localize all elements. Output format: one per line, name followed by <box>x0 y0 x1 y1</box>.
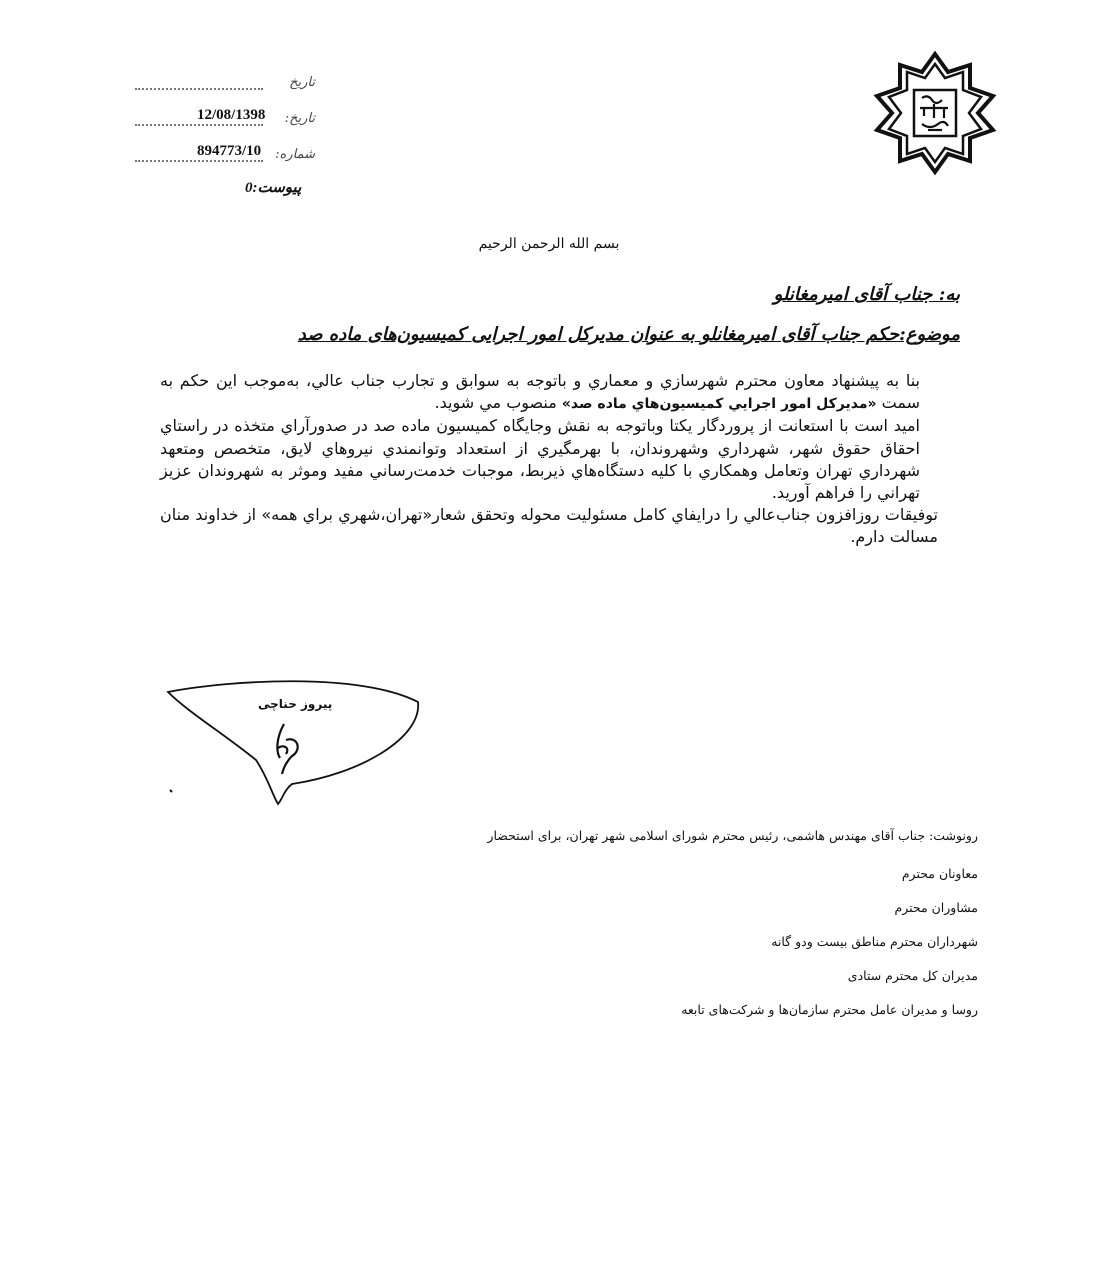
subject-line: موضوع:حکم جناب آقای امیرمغانلو به عنوان مدیرکل امور اجرایی کمیسیون‌های ماده صد <box>297 324 960 345</box>
municipality-logo-icon <box>872 50 998 176</box>
date-label: تاریخ: <box>284 111 315 126</box>
paragraph-3: توفیقات روزافزون جناب‌عالي را درایفاي کامل مسئولیت محوله وتحقق شعار«تهران،شهري براي همه» از خداوند منان مسالت دارم. <box>160 505 938 547</box>
dotted-line <box>135 88 263 90</box>
cc-line: مشاوران محترم <box>894 900 978 915</box>
recipient-line: به: جناب آقای امیرمغانلو <box>773 284 960 305</box>
number-row <box>135 142 315 164</box>
letter-body <box>160 370 938 549</box>
dotted-line <box>135 160 263 162</box>
cc-line: شهرداران محترم مناطق بیست ودو گانه <box>771 934 978 949</box>
bismillah: بسم الله الرحمن الرحیم <box>478 236 620 252</box>
paragraph-1 <box>160 370 938 415</box>
number-value: 894773/10 <box>197 143 262 159</box>
cc-line: روسا و مدیران عامل محترم سازمان‌ها و شرکت‌های تابعه <box>681 1002 978 1017</box>
number-label: شماره: <box>275 147 315 162</box>
p1-position-title: «مدیرکل امور اجرایي کمیسیون‌هاي ماده صد» <box>561 396 877 413</box>
tarikh-label: تاریخ <box>289 75 315 90</box>
cc-line: رونوشت: جناب آقای مهندس هاشمی، رئیس محترم شورای اسلامی شهر تهران، برای استحضار <box>487 828 978 843</box>
cc-line: مدیران کل محترم ستادی <box>847 968 978 983</box>
p1-text-a: بنا به پیشنهاد معاون محترم شهرسازي و معماري و باتوجه به سوابق و تجارب جناب عالي، به‌موجب این حکم به سمت <box>160 371 920 413</box>
tarikh-row <box>135 70 315 92</box>
dotted-line <box>135 124 263 126</box>
cc-line: معاونان محترم <box>901 866 978 881</box>
date-row <box>135 106 315 128</box>
p1-text-b: منصوب مي شوید. <box>434 393 562 413</box>
paragraph-2: امید است با استعانت از پروردگار یکتا وباتوجه به نقش وجایگاه کمیسیون ماده صد در صدورآراي متخذه در راستاي احقاق حقوق شهر، شهرداري وشهروندان، با بهرمگیري از استعداد وتوانمندي نیروهاي لایق، متخصص ومتعهد شهرداري تهران وتعامل وهمکاري با کلیه دستگاه‌هاي ذیربط، موجبات خدمت‌رساني مفید وموثر به شهروندان عزیز تهراني را فراهم آورید. <box>160 416 920 503</box>
signatory-name: پیروز حناچی <box>258 697 333 711</box>
attachment-label: پیوست:0 <box>245 180 302 196</box>
date-value: 12/08/1398 <box>197 107 266 123</box>
